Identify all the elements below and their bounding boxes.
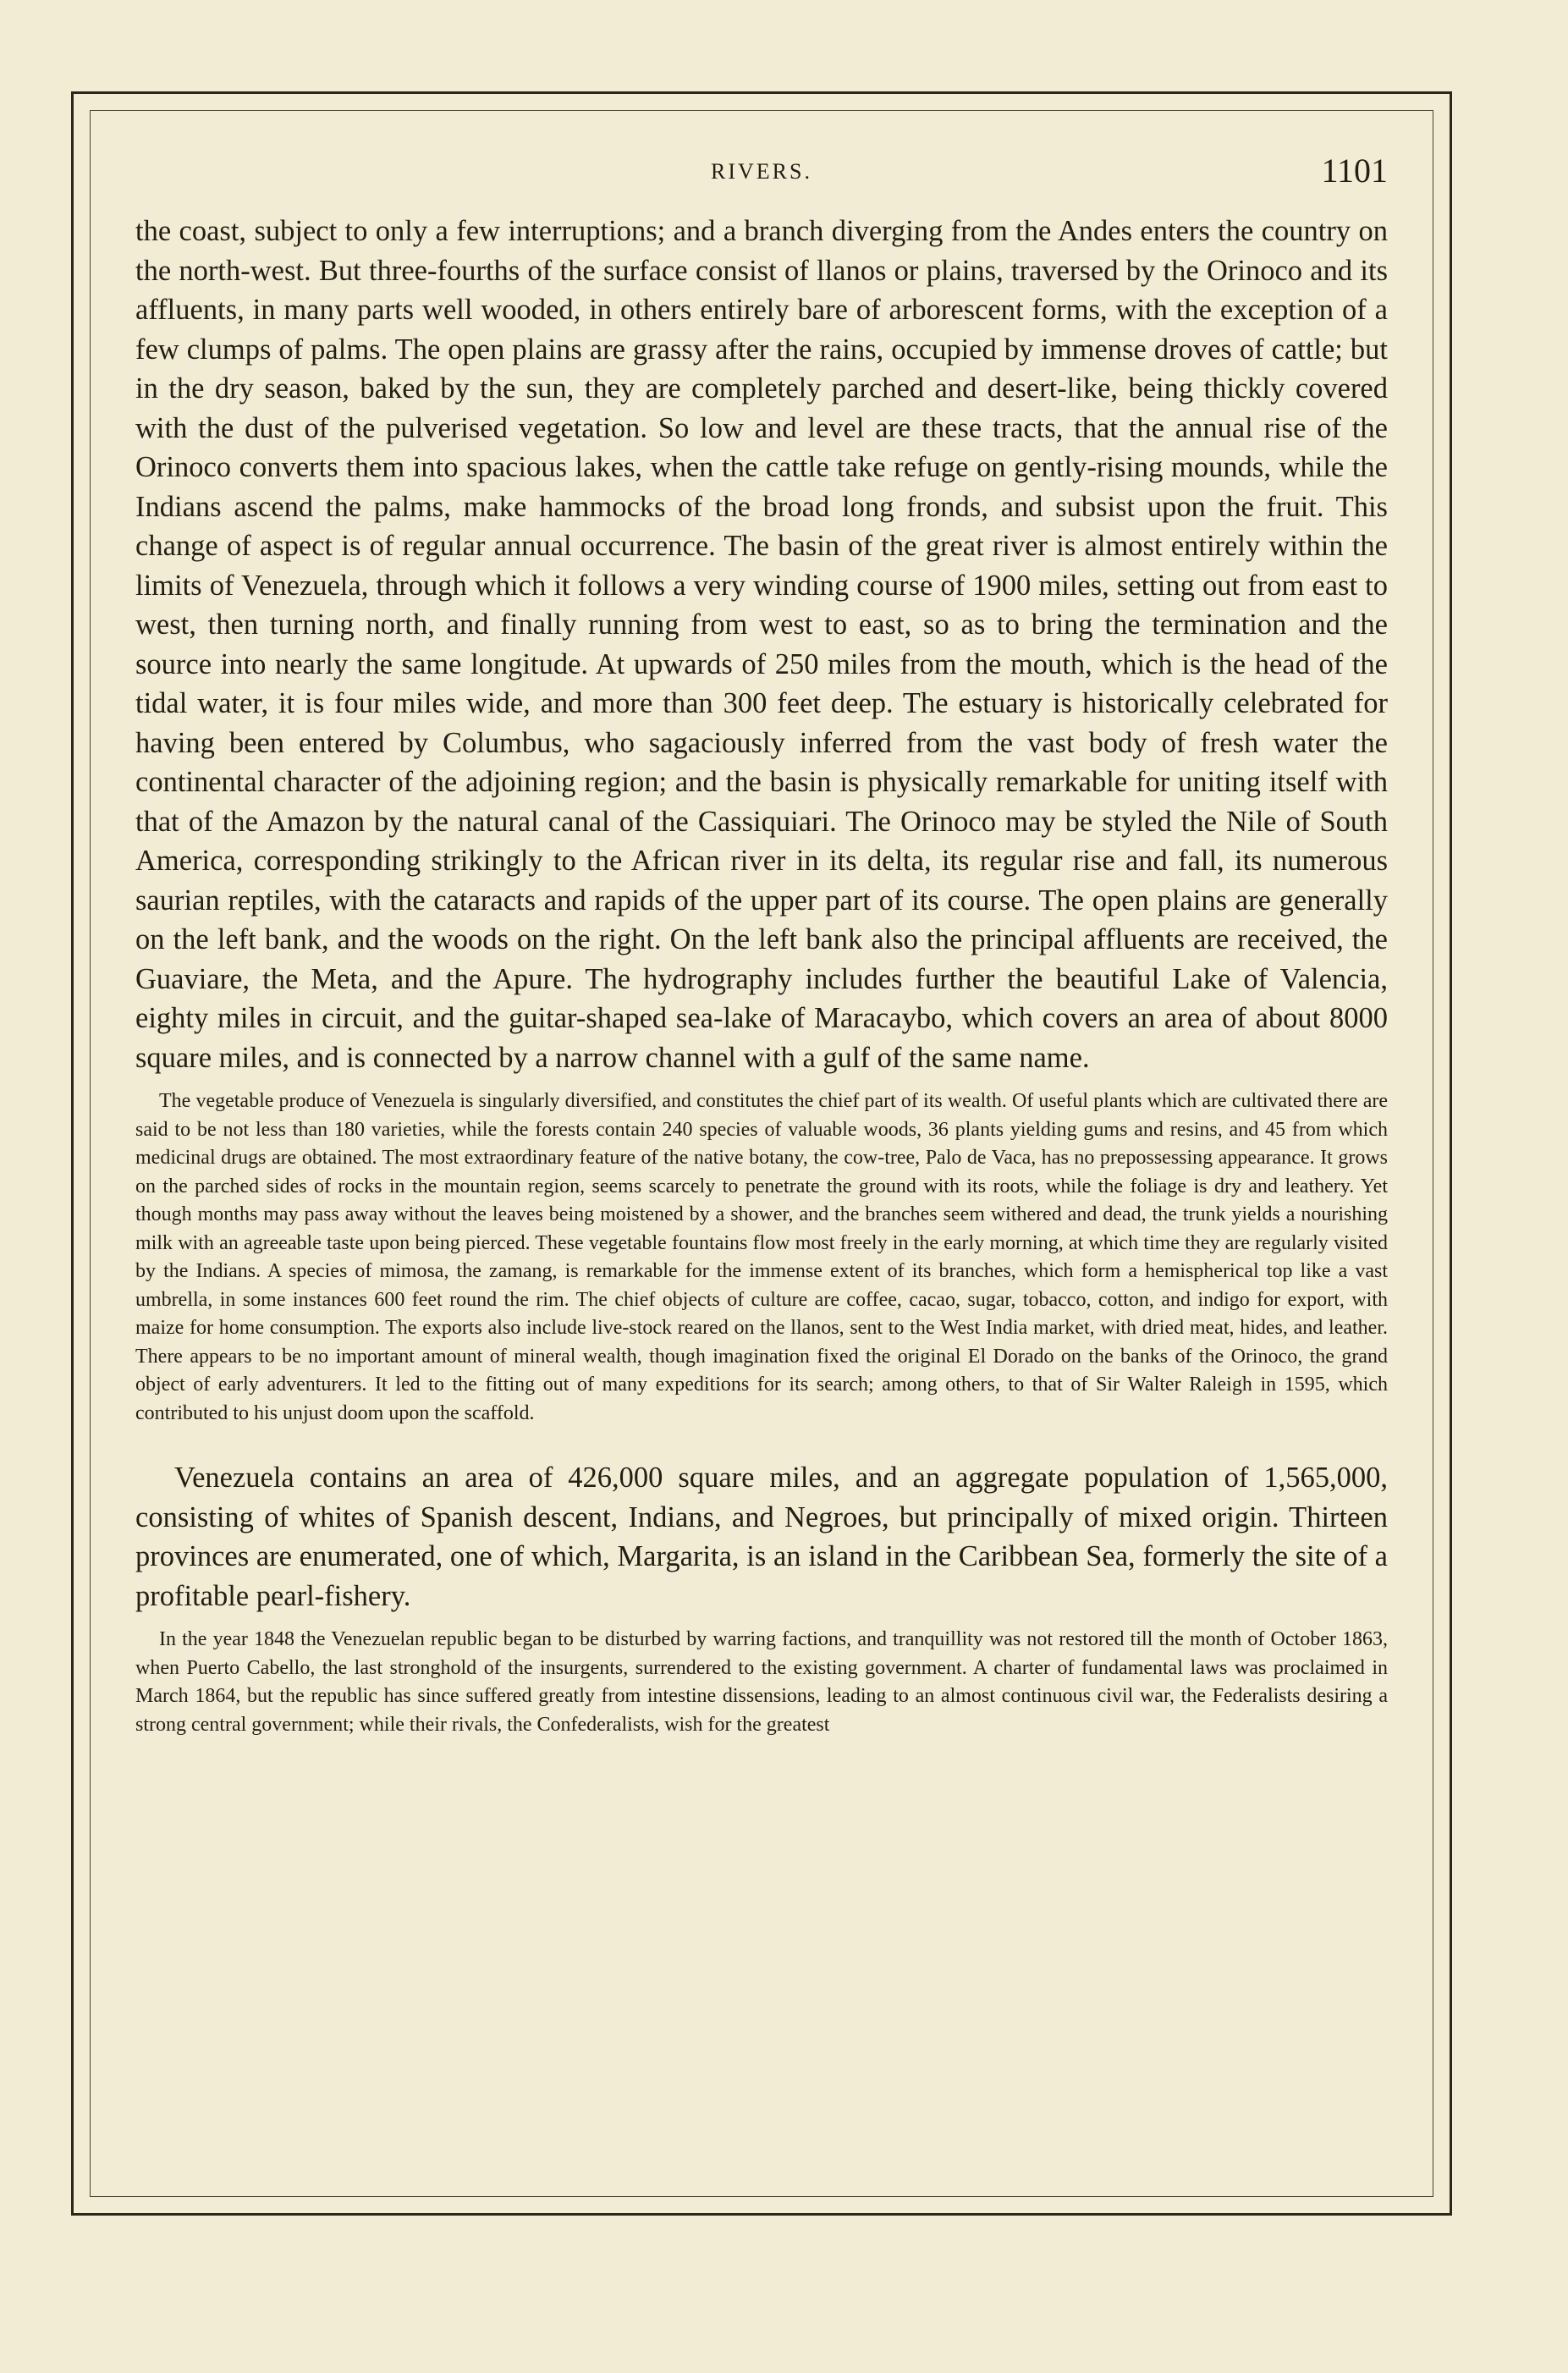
running-head: RIVERS. <box>711 159 812 184</box>
page-header <box>135 142 1388 201</box>
paragraph-area-population: Venezuela contains an area of 426,000 square miles, and an aggregate population of 1,565,000, consisting of whites of Spanish descent, Indians, and Negroes, but principally of mixed origin. Thirteen provinces are enumerated, one of which, Margarita, is an island in the Caribbean Sea, formerly the site of a profitable pearl-fishery. <box>135 1462 1388 1612</box>
paragraph-vegetable-produce: The vegetable produce of Venezuela is singularly diversified, and constitutes the chief part of its wealth. Of useful plants which are cultivated there are said to be not less than 180 varieties, while the forests contain 240 species of valuable woods, 36 plants yielding gums and resins, and 45 from which medicinal drugs are obtained. The most extraordinary feature of the native botany, the cow-tree, Palo de Vaca, has no prepossessing appearance. It grows on the parched sides of rocks in the mountain region, seems scarcely to penetrate the ground with its roots, while the foliage is dry and leathery. Yet though months may pass away without the leaves being moistened by a shower, and the branches seem withered and dead, the trunk yields a nourishing milk with an agreeable taste upon being pierced. These vegetable fountains flow most freely in the early morning, at which time they are regularly visited by the Indians. A species of mimosa, the zamang, is remarkable for the immense extent of its branches, which form a hemispherical top like a vast umbrella, in some instances 600 feet round the rim. The chief objects of culture are coffee, cacao, sugar, tobacco, cotton, and indigo for export, with maize for home consumption. The exports also include live-stock reared on the llanos, sent to the West India market, with dried meat, hides, and leather. There appears to be no important amount of mineral wealth, though imagination fixed the original El Dorado on the banks of the Orinoco, the grand object of early adventurers. It led to the fitting out of many expeditions for its search; among others, to that of Sir Walter Raleigh in 1595, which contributed to his unjust doom upon the scaffold. <box>135 1090 1388 1424</box>
page-content <box>135 142 1388 1739</box>
page-number: 1101 <box>1321 151 1388 190</box>
paragraph-history: In the year 1848 the Venezuelan republic began to be disturbed by warring factions, and tranquillity was not restored till the month of October 1863, when Puerto Cabello, the last stronghold of the insurgents, surrendered to the existing government. A charter of fundamental laws was proclaimed in March 1864, but the republic has since suffered greatly from intestine dissensions, leading to an almost continuous civil war, the Federalists desiring a strong central government; while their rivals, the Confederalists, wish for the greatest <box>135 1628 1388 1736</box>
paragraph-rivers: the coast, subject to only a few interruptions; and a branch diverging from the Andes enters the country on the north-west. But three-fourths of the surface consist of llanos or plains, traversed by the Orinoco and its affluents, in many parts well wooded, in others entirely bare of arborescent forms, with the exception of a few clumps of palms. The open plains are grassy after the rains, occupied by immense droves of cattle; but in the dry season, baked by the sun, they are completely parched and desert-like, being thickly covered with the dust of the pulverised vegetation. So low and level are these tracts, that the annual rise of the Orinoco converts them into spacious lakes, when the cattle take refuge on gently-rising mounds, while the Indians ascend the palms, make hammocks of the broad long fronds, and subsist upon the fruit. This change of aspect is of regular annual occurrence. The basin of the great river is almost entirely within the limits of Venezuela, through which it follows a very winding course of 1900 miles, setting out from east to west, then turning north, and finally running from west to east, so as to bring the termination and the source into nearly the same longitude. At upwards of 250 miles from the mouth, which is the head of the tidal water, it is four miles wide, and more than 300 feet deep. The estuary is historically celebrated for having been entered by Columbus, who sagaciously inferred from the vast body of fresh water the continental character of the adjoining region; and the basin is physically remarkable for uniting itself with that of the Amazon by the natural canal of the Cassiquiari. The Orinoco may be styled the Nile of South America, corresponding strikingly to the African river in its delta, its regular rise and fall, its numerous saurian reptiles, with the cataracts and rapids of the upper part of its course. The open plains are generally on the left bank, and the woods on the right. On the left bank also the principal affluents are received, the Guaviare, the Meta, and the Apure. The hydrography includes further the beautiful Lake of Valencia, eighty miles in circuit, and the guitar-shaped sea-lake of Maracaybo, which covers an area of about 8000 square miles, and is connected by a narrow channel with a gulf of the same name. <box>135 215 1388 1074</box>
